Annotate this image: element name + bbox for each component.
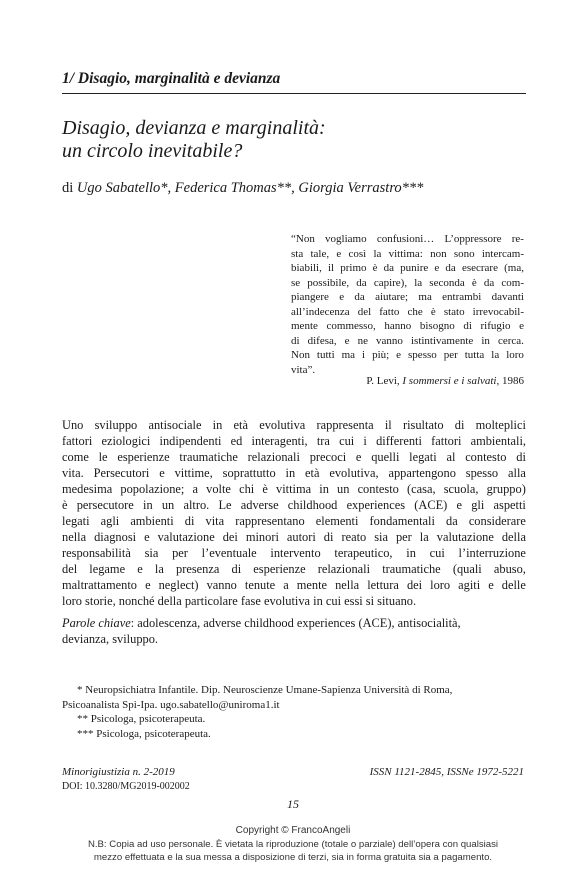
attribution-work: I sommersi e i salvati <box>402 375 497 387</box>
attribution-year: , 1986 <box>496 375 524 387</box>
usage-notice-line-2: mezzo effettuata e la sua messa a disposizione di terzi, sia in forma gratuita sia a pagamento. <box>93 852 493 863</box>
abstract-line: come le esperienze traumatiche relazionali precoci e quelli legati al contesto di <box>62 450 526 464</box>
abstract-line: è persecutore in un altro. Le adverse childhood experiences (ACE) e gli aspetti <box>62 498 526 512</box>
section-header: 1/ Disagio, marginalità e devianza <box>62 70 281 87</box>
issn: ISSN 1121-2845, ISSNe 1972-5221 <box>369 766 524 778</box>
title-line-2: un circolo inevitabile? <box>62 140 243 162</box>
keywords-paragraph <box>62 615 526 647</box>
doi: DOI: 10.3280/MG2019-002002 <box>62 781 190 792</box>
epigraph-attribution <box>366 375 524 387</box>
journal-citation: Minorigiustizia n. 2-2019 <box>62 766 175 778</box>
keywords-label: Parole chiave <box>62 616 131 630</box>
abstract-line: nella diagnosi e valutazione dei minori autori di reato sia per la valutazione della <box>62 530 526 544</box>
keywords-list: : adolescenza, adverse childhood experiences (ACE), antisocialità, <box>130 616 461 630</box>
page-number: 15 <box>287 797 299 811</box>
epigraph-line: “Non vogliamo confusioni… L’oppressore re- <box>291 233 524 245</box>
footnote-1: * Neuropsichiatra Infantile. Dip. Neuroscienze Umane-Sapienza Università di Roma, <box>77 684 453 696</box>
footnote-3: *** Psicologa, psicoterapeuta. <box>77 727 211 740</box>
abstract-line: responsabilità sia per l’eventuale intervento terapeutico, in cui l’interruzione <box>62 546 526 560</box>
keywords-line-2: devianza, sviluppo. <box>62 632 159 646</box>
abstract-line: loro storie, nonché della particolare fase evolutiva in cui essi si situano. <box>62 594 417 608</box>
epigraph-line: biabili, il primo è da punire e da esecrare (ma, <box>291 262 524 274</box>
author-line <box>62 180 423 197</box>
copyright-notice: Copyright © FrancoAngeli <box>235 825 351 836</box>
abstract-line: vita. Persecutori e vittime, soprattutto in età evolutiva, appartengono spesso alla <box>62 466 526 480</box>
footnote-2: ** Psicologa, psicoterapeuta. <box>77 713 206 725</box>
attribution-author: P. Levi, <box>366 375 400 387</box>
epigraph-line: all’indecenza del fatto che è stato irrevocabil- <box>291 305 524 318</box>
title-line-1: Disagio, devianza e marginalità: <box>62 117 326 139</box>
epigraph-line: mente commesso, hanno bisogno di rifugio e <box>291 320 524 332</box>
abstract-line: del legame e la presenza di esperienze relazionali traumatiche (quali abuso, <box>62 562 526 576</box>
header-rule <box>62 93 526 94</box>
footnote-1-cont: Psicoanalista Spi-Ipa. ugo.sabatello@uniroma1.it <box>62 698 280 711</box>
abstract-line: fattori eziologici indipendenti ed interagenti, tra cui i differenti fattori ambientali, <box>62 434 526 448</box>
epigraph-line: di difesa, e ne vanno istintivamente in cerca. <box>291 334 524 347</box>
article-title <box>62 117 326 163</box>
footnotes <box>62 683 526 741</box>
abstract-line: Uno sviluppo antisociale in età evolutiva rappresenta il risultato di molteplici <box>62 418 526 432</box>
usage-notice-line-1: N.B: Copia ad uso personale. È vietata la riproduzione (totale o parziale) dell’opera con qualsiasi <box>87 839 499 850</box>
epigraph-line: piangere e da aiutare; ma entrambi davanti <box>291 291 524 303</box>
abstract-line: maltrattamento e neglect) vanno tenute a mente nella lettura dei loro agiti e delle <box>62 578 526 592</box>
author-prefix: di <box>62 180 74 196</box>
epigraph-line: sta tale, e così la vittima: non sono intercam- <box>291 247 524 260</box>
author-names: Ugo Sabatello*, Federica Thomas**, Giorgia Verrastro*** <box>76 180 424 196</box>
epigraph-line: se possibile, da capire), la seconda è da com- <box>291 276 524 289</box>
epigraph-line: Non tutti ma i più; e spesso per tutta la loro <box>291 349 524 361</box>
abstract-paragraph <box>62 417 526 609</box>
keywords-line-1 <box>62 615 526 631</box>
epigraph-line: vita”. <box>291 363 316 376</box>
abstract-line: legati agli ambienti di vita rappresentano elementi fondamentali da considerare <box>62 514 526 528</box>
epigraph-quote <box>291 232 524 377</box>
abstract-line: medesima popolazione; a volte chi è vittima in un contesto (casa, scuola, gruppo) <box>62 482 526 496</box>
usage-notice <box>0 838 586 864</box>
